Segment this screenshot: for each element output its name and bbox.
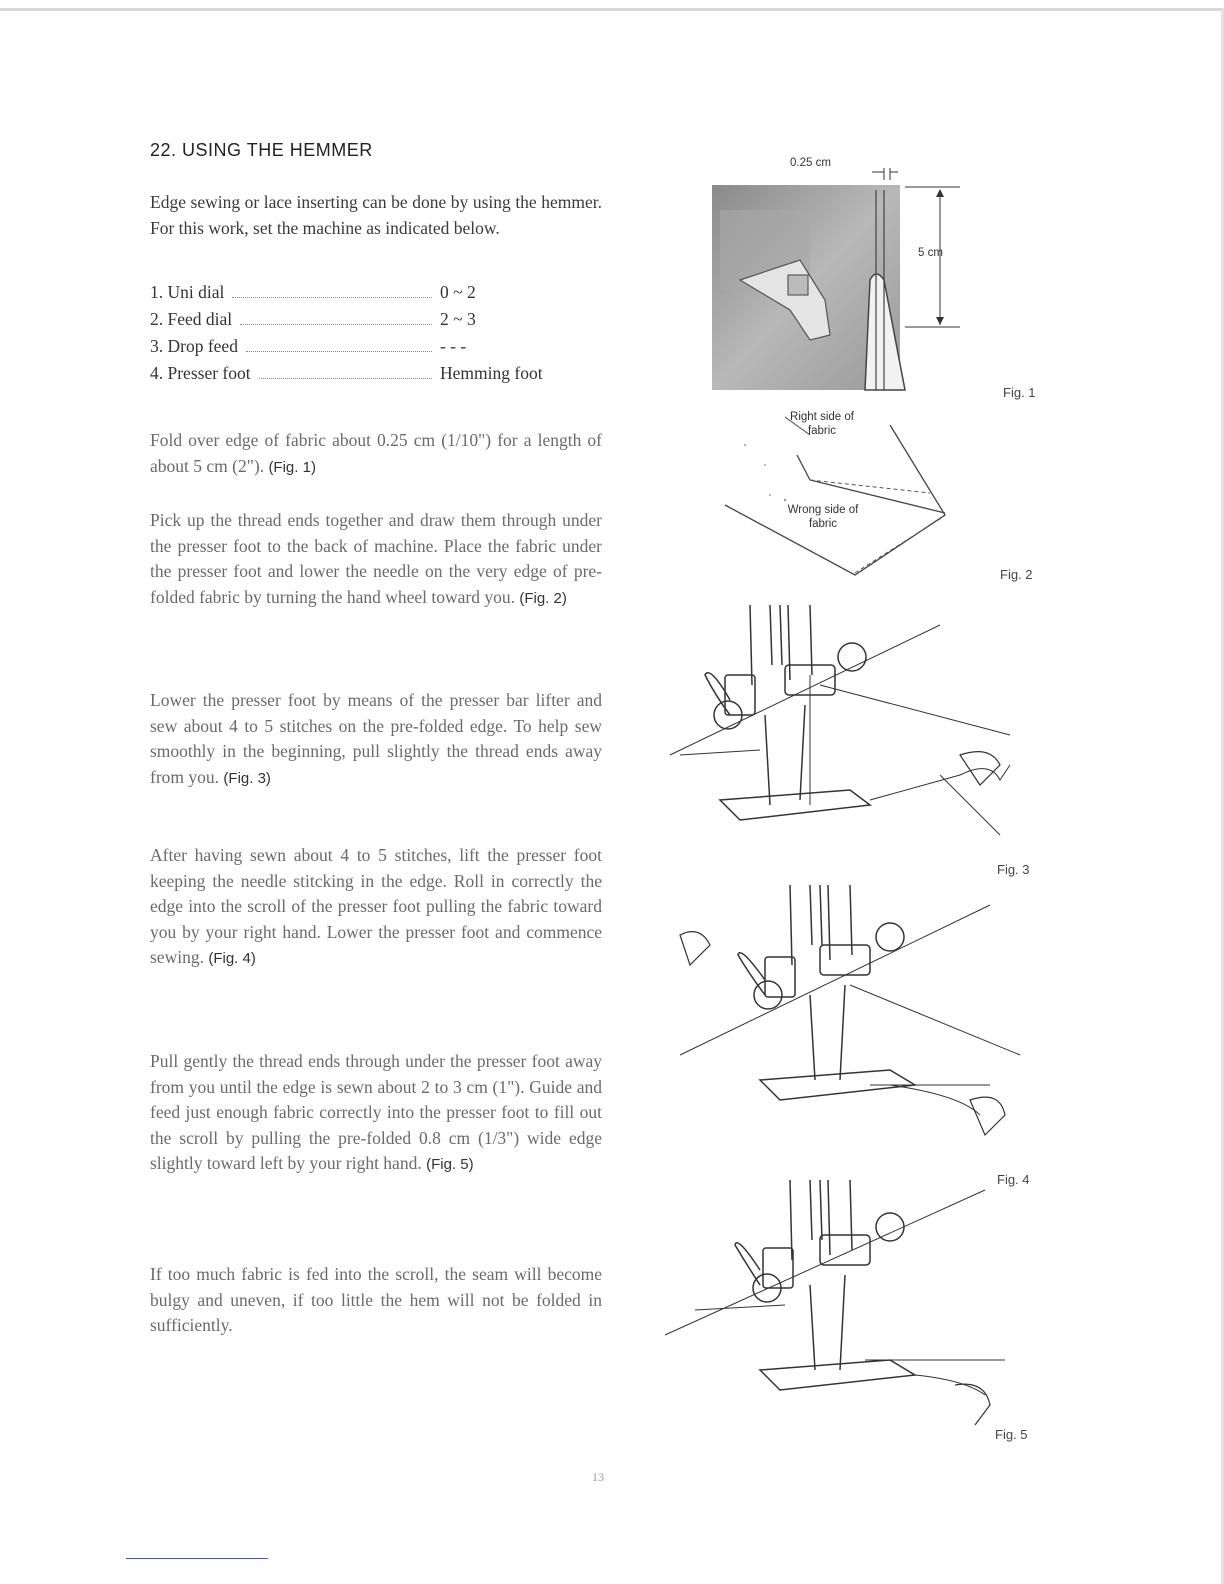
table-lines [680,905,1020,1085]
paragraph-text: Lower the presser foot by means of the presser bar lifter and sew about 4 to 5 stitches on the pre-folded edge. To help sew smoothly in the beginning, pull slightly the thread ends away from you. [150,690,602,787]
figure-5-caption: Fig. 5 [995,1427,1028,1442]
figure-reference: (Fig. 3) [223,769,271,787]
wrong-side-label: Wrong side of fabric [787,504,859,530]
paragraph-text: If too much fabric is fed into the scroll, the seam will become bulgy and uneven, if too little the hem will not be folded in sufficiently. [150,1264,602,1335]
setting-label: 4. Presser foot [150,363,251,383]
setting-value: 0 ~ 2 [440,282,476,302]
page-number: 13 [592,1470,604,1484]
footer-link-line [126,1558,268,1559]
instruction-paragraph-5 [150,1049,602,1178]
figure-reference: (Fig. 2) [519,589,567,607]
figure-1-caption: Fig. 1 [1003,385,1036,400]
presser-bar [765,705,805,805]
setting-value: - - - [440,336,467,356]
setting-label: 3. Drop feed [150,336,238,356]
clamp-screw [838,643,866,671]
presser-bar [810,985,845,1080]
paragraph-text: Pull gently the thread ends through under the presser foot away from you until the edge is sewn about 2 to 3 cm (1"). Guide and feed just enough fabric correctly into the presser foot to fill out the scroll by pulling the pre-folded 0.8 cm (1/3") wide edge slightly toward left by your right hand. [150,1051,602,1173]
needle-clamp [820,1235,870,1265]
setting-label: 1. Uni dial [150,282,225,302]
machine-settings-list [150,282,590,390]
top-edge-line [0,8,1224,11]
stitch-line [810,480,930,493]
leader-dots [259,377,432,379]
paragraph-text: After having sewn about 4 to 5 stitches, lift the presser foot keeping the needle stitcking in the edge. Roll in correctly the edge into the scroll of the presser foot pulling the fabric toward you by your right hand. Lower the presser foot and commence sewing. [150,845,602,967]
table-lines [670,625,1010,755]
presser-foot [760,1360,915,1390]
table-lines [665,1190,1005,1360]
needle-bar [790,885,852,965]
presser-bar [810,1275,845,1370]
figure-reference: (Fig. 1) [268,458,316,476]
figure-3-illustration [670,605,1030,865]
figure-4-caption: Fig. 4 [997,1172,1030,1187]
leader-dots [240,323,432,325]
dimension-width-label: 0.25 cm [790,157,831,169]
finger-tip [955,1384,990,1425]
thread-ends [890,1085,980,1115]
paragraph-text: Fold over edge of fabric about 0.25 cm (1/10") for a length of about 5 cm (2"). [150,430,602,476]
fabric-outline [725,425,945,575]
section-title: 22. USING THE HEMMER [150,140,373,160]
figure-reference: (Fig. 4) [208,950,256,967]
needle-bar [790,1180,852,1260]
setting-row [150,309,590,336]
setting-value: Hemming foot [440,363,543,383]
clamp-screw [876,923,904,951]
right-side-label: Right side of fabric [790,411,854,437]
figure-reference: (Fig. 5) [426,1156,474,1173]
instruction-paragraph-2 [150,508,602,611]
paragraph-text: Pick up the thread ends together and draw them through under the presser foot to the back of machine. Place the fabric under the presser foot and lower the needle on the very edge of pre-folded fabric by turning the hand wheel toward you. [150,510,602,607]
presser-foot [720,790,870,820]
figure-3-caption: Fig. 3 [997,862,1030,877]
instruction-paragraph-4 [150,843,602,972]
setting-label: 2. Feed dial [150,309,233,329]
needle-clamp [820,945,870,975]
setting-row [150,363,590,390]
figure-1-illustration [700,150,980,400]
figure-5-illustration [665,1180,1025,1440]
figure-4-illustration [670,885,1030,1155]
instruction-paragraph-1 [150,428,602,480]
setting-value: 2 ~ 3 [440,309,476,329]
clamp-screw [876,1213,904,1241]
setting-row [150,336,590,363]
instruction-paragraph-6 [150,1262,602,1339]
setting-row [150,282,590,309]
needle-bar [750,605,812,685]
leader-dots [232,296,432,298]
finger-tip [970,1097,1005,1135]
thread-ends [870,765,1010,800]
figure-2-caption: Fig. 2 [1000,567,1033,582]
left-finger [680,932,710,965]
leader-dots [246,350,432,352]
dimension-length-label: 5 cm [918,247,943,259]
intro-paragraph: Edge sewing or lace inserting can be done by using the hemmer. For this work, set the machine as indicated below. [150,192,602,238]
instruction-paragraph-3 [150,688,602,791]
